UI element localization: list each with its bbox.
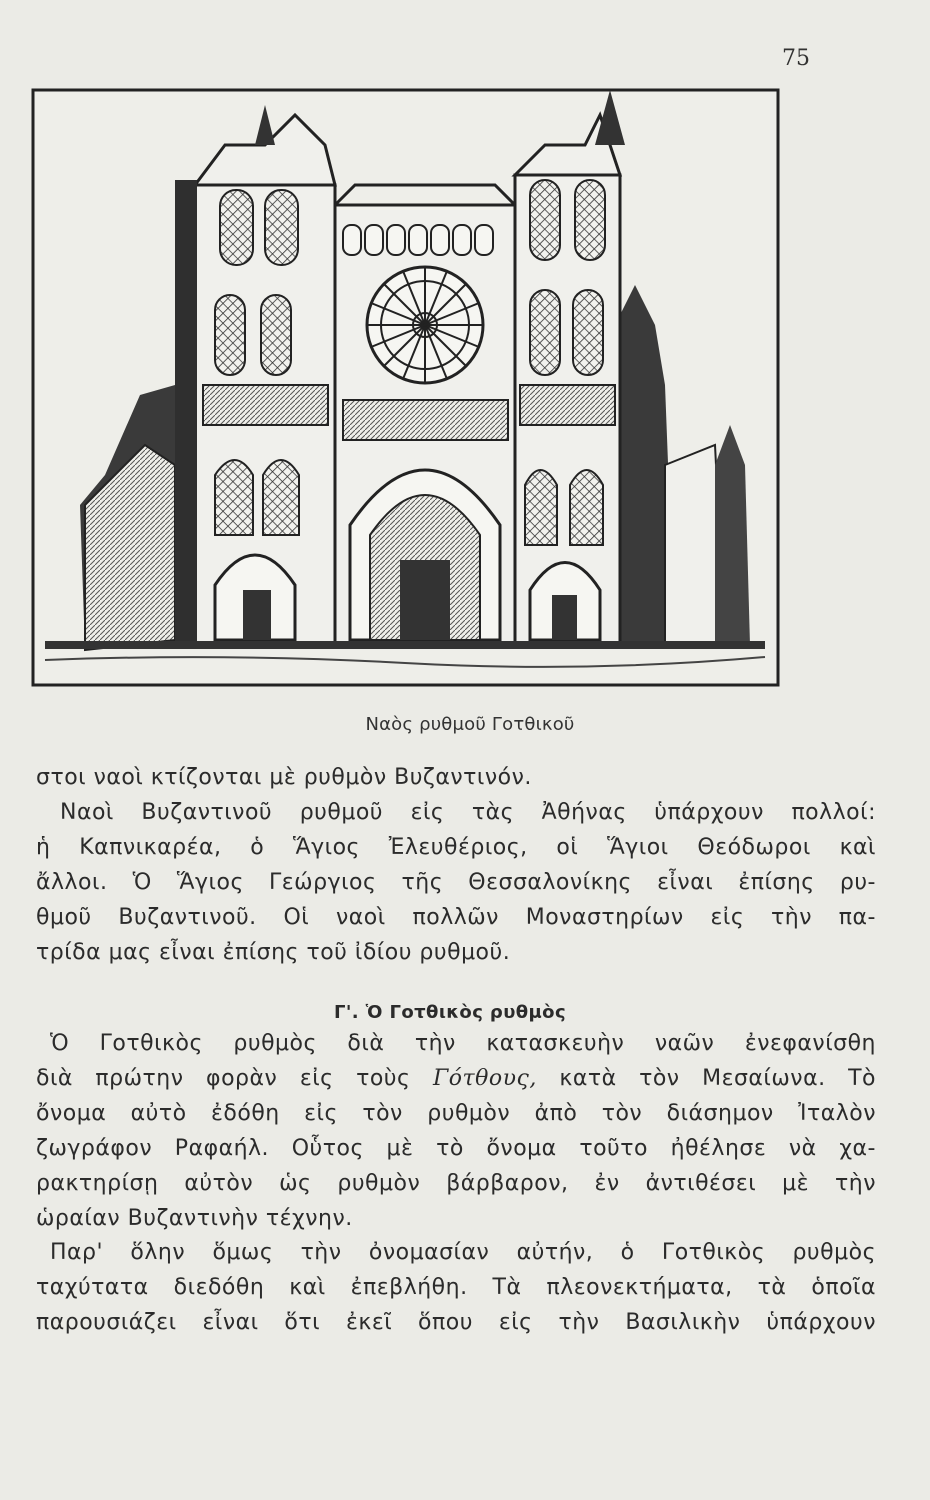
text-line: ἄλλοι. Ὁ Ἅγιος Γεώργιος τῆς Θεσσαλονίκης εἶναι ἐπίσης ρυ-	[36, 870, 876, 895]
text-line: ἡ Καπνικαρέα, ὁ Ἅγιος Ἐλευθέριος, οἱ Ἅγιοι Θεόδωροι καὶ	[36, 835, 876, 860]
text-line	[36, 1061, 876, 1096]
text-line: Παρ' ὅλην ὅμως τὴν ὀνομασίαν αὐτήν, ὁ Γοτθικὸς ρυθμὸς	[50, 1240, 876, 1265]
page-number: 75	[782, 46, 810, 71]
text-line: ρακτηρίσῃ αὐτὸν ὡς ρυθμὸν βάρβαρον, ἐν ἀντιθέσει μὲ τὴν	[36, 1171, 876, 1196]
text-line: ὄνομα αὐτὸ ἐδόθη εἰς τὸν ρυθμὸν ἀπὸ τὸν διάσημον Ἰταλὸν	[36, 1101, 876, 1126]
text-segment: κατὰ τὸν Μεσαίωνα. Τὸ	[536, 1066, 876, 1091]
paragraph-2	[36, 1026, 876, 1236]
text-line: στοι ναοὶ κτίζονται μὲ ρυθμὸν Βυζαντινόν.	[36, 765, 532, 790]
paragraph-1	[36, 760, 876, 970]
section-heading: Γ'. Ὁ Γοτθικὸς ρυθμὸς	[333, 1002, 567, 1023]
paragraph-3	[36, 1235, 876, 1340]
text-line: Ναοὶ Βυζαντινοῦ ρυθμοῦ εἰς τὰς Ἀθήνας ὑπάρχουν πολλοί:	[60, 800, 876, 825]
text-line: ὡραίαν Βυζαντινὴν τέχνην.	[36, 1206, 353, 1231]
text-line: τρίδα μας εἶναι ἐπίσης τοῦ ἰδίου ρυθμοῦ.	[36, 940, 511, 965]
text-line: ταχύτατα διεδόθη καὶ ἐπεβλήθη. Τὰ πλεονεκτήματα, τὰ ὁποῖα	[36, 1275, 876, 1300]
figure-caption: Ναὸς ρυθμοῦ Γοτθικοῦ	[365, 714, 575, 735]
text-line: παρουσιάζει εἶναι ὅτι ἐκεῖ ὅπου εἰς τὴν Βασιλικὴν ὑπάρχουν	[36, 1310, 876, 1335]
text-segment: διὰ πρώτην φορὰν εἰς τοὺς	[36, 1066, 433, 1091]
text-line: θμοῦ Βυζαντινοῦ. Οἱ ναοὶ πολλῶν Μοναστηρίων εἰς τὴν πα-	[36, 905, 876, 930]
italic-term: Γότθους,	[432, 1066, 537, 1091]
text-line: Ὁ Γοτθικὸς ρυθμὸς διὰ τὴν κατασκευὴν ναῶν ἐνεφανίσθη	[50, 1031, 876, 1056]
text-line: ζωγράφον Ραφαήλ. Οὗτος μὲ τὸ ὄνομα τοῦτο ἠθέλησε νὰ χα-	[36, 1136, 876, 1161]
gothic-cathedral-illustration	[25, 85, 785, 695]
